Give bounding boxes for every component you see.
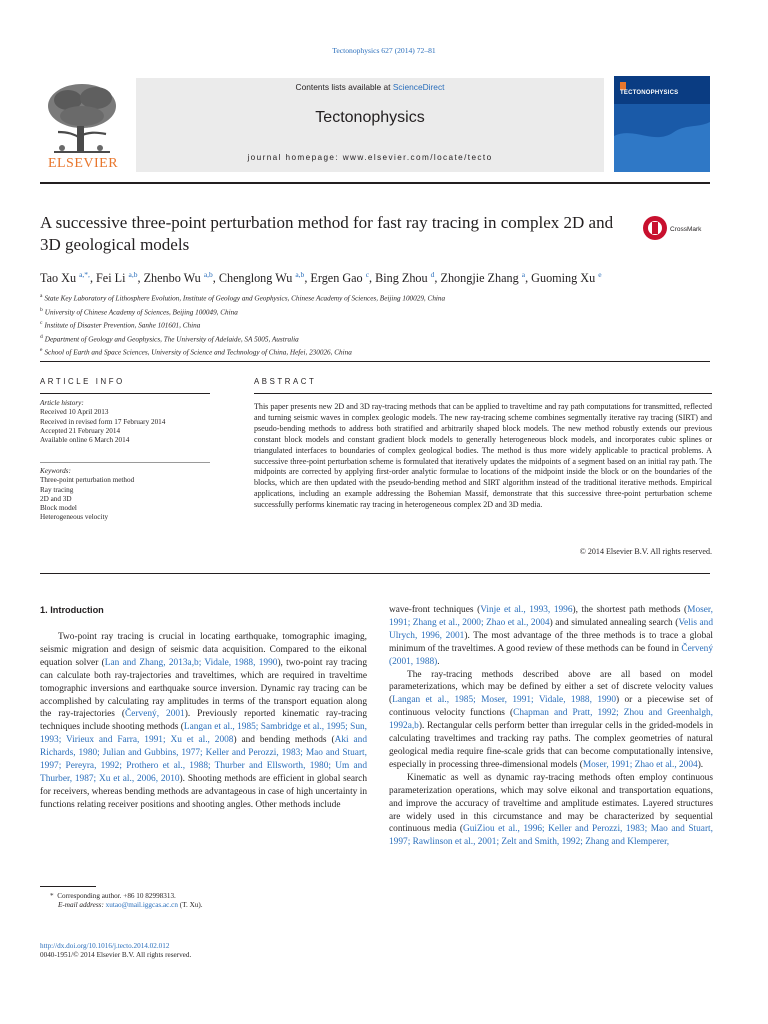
body-text: ). Rectangular cells perform better than irregular cells in the grided-models in calculating traveltimes and tracking ray paths. The complex geometries of natural geological media require fine-scale grids that can become computationally intensive, especially in processing three-dimensional models (	[389, 721, 713, 770]
affiliation-text: School of Earth and Space Sciences, University of Science and Technology of China, Hefei, 230026, China	[44, 348, 352, 357]
email-label: E-mail address:	[58, 901, 106, 910]
keyword: Heterogeneous velocity	[40, 513, 109, 522]
article-info-heading: ARTICLE INFO	[40, 377, 125, 386]
corresponding-author: Corresponding author. +86 10 82998313.	[57, 892, 176, 900]
keyword: 2D and 3D	[40, 494, 72, 503]
affiliation-key: e	[40, 347, 43, 354]
body-text: Kinematic as well as dynamic ray-tracing methods often employ continuous parameterization operations, which may solve eikonal and transportation equations, and improve the accuracy of traveltime and amplitude estimates. Layered structures are widely used in this circumstance and may be characterized by sequential continuous media (	[389, 772, 713, 835]
author-affiliation-marker[interactable]: c	[365, 270, 370, 279]
affiliation	[40, 332, 720, 346]
affiliation-text: University of Chinese Academy of Sciences, Beijing 100049, China	[44, 307, 238, 316]
paragraph	[40, 631, 367, 812]
affiliation-text: Department of Geology and Geophysics, The University of Adelaide, SA 5005, Australia	[44, 335, 299, 344]
email-suffix: (T. Xu).	[177, 901, 203, 910]
author-list: Tao Xu $^{a,*,}$, Fei Li $^{a,b}$, Zhenbo Wu $^{a,b}$, Chenglong Wu $^{a,b}$, Ergen Gao $^c$, Bing Zhou $^d$, Zhongjie Zhang $^a$, Guoming Xu $^e$	[40, 270, 602, 286]
keywords-label: Keywords:	[40, 467, 71, 475]
article-history	[40, 399, 220, 445]
affiliation	[40, 318, 720, 332]
body-column-left	[40, 631, 367, 812]
affiliation	[40, 305, 720, 319]
affiliation-text: Institute of Disaster Prevention, Sanhe 101601, China	[44, 321, 201, 330]
body-text: The ray-tracing methods described above are all based on model parameterizations, which may be defined by either a set of discrete velocity values (	[389, 669, 713, 706]
crossmark-label: CrossMark	[670, 226, 702, 233]
paragraph	[389, 604, 713, 669]
citation-link[interactable]: Moser, 1991; Zhang et al., 2000; Zhao et al., 2004	[389, 605, 713, 628]
divider	[40, 573, 710, 574]
elsevier-logo	[40, 76, 126, 172]
journal-homepage[interactable]: journal homepage: www.elsevier.com/locate/tecto	[247, 153, 493, 162]
divider	[40, 361, 710, 362]
keyword-list	[40, 467, 220, 523]
keyword: Ray tracing	[40, 485, 74, 494]
citation-link[interactable]: Chapman and Pratt, 1992; Zhou and Greenhalgh, 1992a,b	[389, 708, 713, 732]
body-text: ) and bending methods (	[233, 735, 335, 746]
citation-link[interactable]: Velis and Ulrych, 1996, 2001	[389, 617, 714, 641]
body-text: ). Shooting methods are efficient in global search for receivers, whereas bending methods are advantageous in case of high uncertainty in functions relating receiver positions and shooting angles. Other methods include	[40, 773, 367, 810]
history-label: Article history:	[40, 399, 84, 407]
journal-name: Tectonophysics	[315, 109, 425, 126]
crossmark-badge[interactable]	[642, 214, 712, 244]
author-affiliation-marker[interactable]: a,b	[128, 270, 138, 279]
author-affiliation-marker[interactable]: d	[430, 270, 435, 279]
sciencedirect-link[interactable]: ScienceDirect	[392, 82, 445, 92]
doi-link[interactable]: http://dx.doi.org/10.1016/j.tecto.2014.02.012	[40, 942, 170, 950]
author[interactable]: Zhenbo Wu $^{a,b}$	[143, 270, 213, 286]
divider	[40, 462, 210, 463]
history-item: Available online 6 March 2014	[40, 436, 130, 445]
body-text: Two-point ray tracing is crucial in locating earthquake, tomographic imaging, seismic migration and design of seismic data acquisition. Compared to the eikonal equation solver (	[40, 632, 367, 668]
body-text: ), the shortest path methods (	[572, 605, 688, 615]
footnote-divider	[40, 886, 96, 887]
abstract-heading: ABSTRACT	[254, 377, 317, 386]
abstract-copyright: © 2014 Elsevier B.V. All rights reserved.	[579, 547, 712, 556]
author-affiliation-marker[interactable]: a	[521, 270, 526, 279]
journal-reference[interactable]: Tectonophysics 627 (2014) 72–81	[332, 46, 436, 55]
author[interactable]: Bing Zhou $^d$	[375, 270, 435, 286]
affiliation	[40, 291, 720, 305]
paragraph	[389, 772, 713, 849]
author[interactable]: Chenglong Wu $^{a,b}$	[218, 270, 305, 286]
citation-link[interactable]: Moser, 1991; Zhao et al., 2004	[582, 759, 698, 770]
elsevier-tree-icon	[40, 76, 126, 172]
doi-block	[40, 942, 367, 961]
affiliation	[40, 345, 720, 359]
affiliation-key: c	[40, 320, 43, 327]
citation-link[interactable]: GuiZiou et al., 1996; Keller and Perozzi, 1983; Mao and Stuart, 1997; Rawlinson et al., 2001; Zelt and Smith, 1992; Zhang and Klemperer,	[389, 824, 713, 848]
body-text: ) and simulated annealing search (	[549, 617, 679, 628]
body-text: .	[437, 656, 440, 667]
body-column-right	[389, 604, 713, 849]
contents-line	[136, 82, 604, 92]
divider	[254, 393, 712, 394]
article-title: A successive three-point perturbation method for fast ray tracing in complex 2D and 3D geological models	[40, 213, 614, 254]
citation-link[interactable]: Červený, 2001	[125, 709, 185, 720]
body-text: ) or a piecewise set of continuous velocity functions (	[389, 695, 713, 719]
history-item: Accepted 21 February 2014	[40, 426, 121, 435]
abstract-text: This paper presents new 2D and 3D ray-tracing methods that can be applied to traveltime and ray path computations for transmitted, reflected and turning seismic waves in complex geologic models. The new ray-tracing scheme combines segmentally iterative ray tracing (SIRT) and pseudo-bending methods to address both stratified and arbitrarily shaped block models. The new method robustly extends our previous constant block models and constant gradient block models to generally heterogeneous block models, and incorporates cubic splines or triangulated interfaces to boundaries of complex geological bodies. The method is thus more widely applicable to practical problems. A successive three-point perturbation scheme is formulated that iteratively updates the midpoints of a segment based on an initial ray path. The midpoints are corrected by applying first-order analytic formulae to locations of the midpoint inside the block or on the boundaries of the blocks, which are then updated with the pseudo-bending method and SIRT algorithm instead of the traditional iterative methods. Empirical applications, including an example addressing the Bohemian Massif, demonstrate that this successive three-point perturbation scheme successfully performs kinematic ray tracing in heterogeneous complex 2D and 3D media.	[254, 402, 712, 510]
citation-link[interactable]: Aki and Richards, 1980; Julian and Gubbins, 1977; Keller and Perozzi, 1983; Mao and Stuart, 1997; Pereyra, 1992; Prothero et al., 1988; Thurber and Ellsworth, 1980; Um and Thurber, 1987; Xu et al., 2006, 2010	[40, 735, 368, 784]
paragraph	[389, 669, 713, 772]
affiliation-key: a	[40, 293, 43, 299]
crossmark-icon	[642, 214, 712, 244]
author-affiliation-marker[interactable]: e	[598, 270, 602, 279]
issn-line: 0040-1951/© 2014 Elsevier B.V. All rights reserved.	[40, 951, 192, 960]
email-link[interactable]: xutao@mail.iggcas.ac.cn	[105, 901, 178, 910]
keyword: Three-point perturbation method	[40, 476, 135, 485]
body-text: ). Previously reported kinematic ray-tracing techniques include shooting methods (	[40, 709, 368, 733]
history-item: Received 10 April 2013	[40, 408, 109, 417]
author[interactable]: Ergen Gao $^c$	[310, 270, 370, 286]
publisher-name: ELSEVIER	[47, 156, 119, 171]
history-item: Received in revised form 17 February 2014	[40, 417, 166, 426]
body-text: ), two-point ray tracing can calculate both ray-trajectories and traveltimes, which are required in traveltime tomographic inversions and earthquake source inversion. Dynamic ray tracing can be accomplished by calculating ray amplitudes in terms of the transport equation along the ray-trajectories (	[40, 657, 367, 720]
cover-title: TECTONOPHYSICS	[620, 90, 679, 96]
author-affiliation-marker[interactable]: a,b	[295, 270, 305, 279]
author[interactable]: Fei Li $^{a,b}$	[96, 270, 138, 286]
body-text: ).	[697, 759, 704, 770]
body-text: wave-front techniques (	[389, 605, 481, 615]
affiliation-key: b	[40, 306, 43, 313]
citation-link[interactable]: Lan and Zhang, 2013a,b; Vidale, 1988, 1990	[104, 657, 278, 668]
section-heading: 1. Introduction	[40, 605, 104, 615]
author[interactable]: Zhongjie Zhang $^a$	[440, 270, 526, 286]
contents-prefix: Contents lists available at	[295, 82, 393, 92]
author[interactable]: Tao Xu $^{a,*,}$	[40, 270, 90, 286]
author[interactable]: Guoming Xu $^e$	[531, 270, 602, 286]
divider	[40, 393, 210, 394]
citation-link[interactable]: Langan et al., 1985; Sambridge et al., 1995; Sun, 1993; Virieux and Farra, 1991; Xu et al., 2008	[40, 722, 367, 746]
body-text: ). The most advantage of the three methods is to trace a global minimum of the traveltimes. A good review of these methods can be found in	[389, 630, 713, 654]
footnote	[40, 892, 367, 911]
affiliation-list	[40, 291, 720, 359]
affiliation-key: d	[40, 333, 43, 340]
citation-link[interactable]: Vinje et al., 1993, 1996	[480, 605, 573, 615]
citation-link[interactable]: Červený (2001, 1988)	[389, 643, 713, 667]
keyword: Block model	[40, 504, 77, 513]
affiliation-text: State Key Laboratory of Lithosphere Evolution, Institute of Geology and Geophysics, Chinese Academy of Sciences, Beijing 100029, China	[44, 294, 446, 303]
header-divider	[40, 182, 710, 184]
citation-link[interactable]: Langan et al., 1985; Moser, 1991; Vidale, 1988, 1990	[392, 695, 617, 706]
author-affiliation-marker[interactable]: a,b	[203, 270, 213, 279]
author-affiliation-marker[interactable]: a,*,	[79, 270, 90, 279]
footnote-star: *	[50, 892, 54, 900]
